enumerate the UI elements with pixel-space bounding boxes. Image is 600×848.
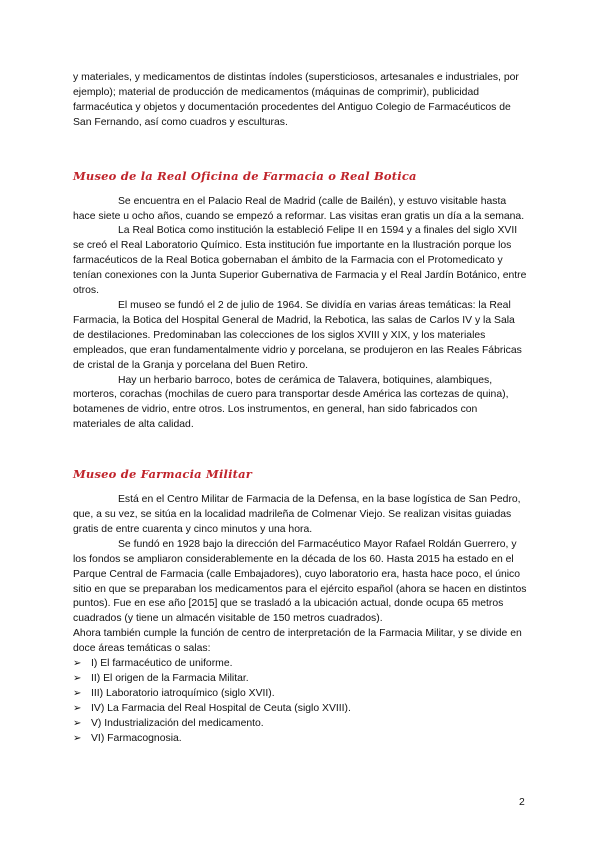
intro-paragraph: y materiales, y medicamentos de distintas índoles (supersticiosos, artesanales e industriales, por ejemplo); material de producción de medicamentos (máquinas de comprimir), publicidad farmacéutica y objetos y documentación procedentes del Antiguo Colegio de Farmacéuticos de San Fernando, así como cuadros y esculturas.: [73, 72, 519, 128]
list-item: ➢ II) El origen de la Farmacia Militar.: [73, 672, 528, 687]
list-item: ➢ V) Industrialización del medicamento.: [73, 717, 528, 732]
paragraph: Está en el Centro Militar de Farmacia de la Defensa, en la base logística de San Pedro, que, a su vez, se sitúa en la localidad madrileña de Colmenar Viejo. Se realizan visitas guiadas gratis de entre cuarenta y cinco minutos y una hora.: [73, 494, 521, 535]
list-lead: Ahora también cumple la función de centro de interpretación de la Farmacia Militar, y se divide en doce áreas temáticas o salas:: [73, 628, 522, 655]
section-heading-real-botica: Museo de la Real Oficina de Farmacia o Real Botica: [73, 168, 417, 183]
arrow-bullet-icon: ➢: [73, 717, 82, 729]
page-number: 2: [519, 797, 525, 808]
arrow-bullet-icon: ➢: [73, 673, 82, 684]
paragraph: Hay un herbario barroco, botes de cerámica de Talavera, botiquines, alambiques, morteros, corachas (mochilas de cuero para transportar desde América las cortezas de quina), botamenes de vidrio, entre otros. Los instrumentos, en general, han sido fabricados con materiales de alta calidad.: [73, 374, 509, 431]
arrow-bullet-icon: ➢: [73, 658, 82, 670]
list-item: ➢ IV) La Farmacia del Real Hospital de Ceuta (siglo XVIII).: [73, 702, 528, 717]
list-item: ➢ III) Laboratorio iatroquímico (siglo XVII).: [73, 687, 528, 702]
document-page: [73, 71, 528, 747]
section-heading-farmacia-militar: Museo de Farmacia Militar: [73, 467, 253, 482]
list-item: ➢ VI) Farmacognosia.: [73, 732, 528, 747]
arrow-bullet-icon: ➢: [73, 732, 82, 744]
paragraph: Se encuentra en el Palacio Real de Madrid (calle de Bailén), y estuvo visitable hasta hace siete u ocho años, cuando se empezó a reformar. Las visitas eran gratis un día a la semana.: [73, 195, 525, 222]
list-item: ➢ I) El farmacéutico de uniforme.: [73, 657, 528, 672]
arrow-bullet-icon: ➢: [73, 687, 82, 699]
paragraph: El museo se fundó el 2 de julio de 1964. Se dividía en varias áreas temáticas: la Real Farmacia, la Botica del Hospital General de Madrid, la Rebotica, las salas de Carlos IV y la Sala de destilaciones. Predominaban las colecciones de los siglos XVIII y XIX, y los materiales empleados, que eran fundamentalmente vidrio y porcelana, se produjeron en las Reales Fábricas de cristal de la Granja y porcelana del Buen Retiro.: [73, 299, 522, 371]
paragraph: Se fundó en 1928 bajo la dirección del Farmacéutico Mayor Rafael Roldán Guerrero, y los fondos se ampliaron considerablemente en la década de los 60. Hasta 2015 ha estado en el Parque Central de Farmacia (calle Embajadores), cuyo laboratorio era, hasta hace poco, el único sitio en que se preparaban los medicamentos para el ejército español (ahora se hacen en distintos puntos). Fue en ese año [2015] que se trasladó a la ubicación actual, donde ocupa 65 metros cuadrados (y tiene un almacén visitable de 150 metros cuadrados).: [73, 538, 527, 625]
arrow-bullet-icon: ➢: [73, 702, 82, 714]
thematic-areas-list: [73, 657, 528, 746]
paragraph: La Real Botica como institución la estableció Felipe II en 1594 y a finales del siglo XVII se creó el Real Laboratorio Químico. Esta institución fue importante en la Ilustración porque los farmacéuticos de la Real Botica gobernaban el ámbito de la Farmacia con el Protomedicato y tenían conexiones con la Junta Superior Gubernativa de Farmacia y el Real Jardín Botánico, entre otros.: [73, 225, 527, 297]
